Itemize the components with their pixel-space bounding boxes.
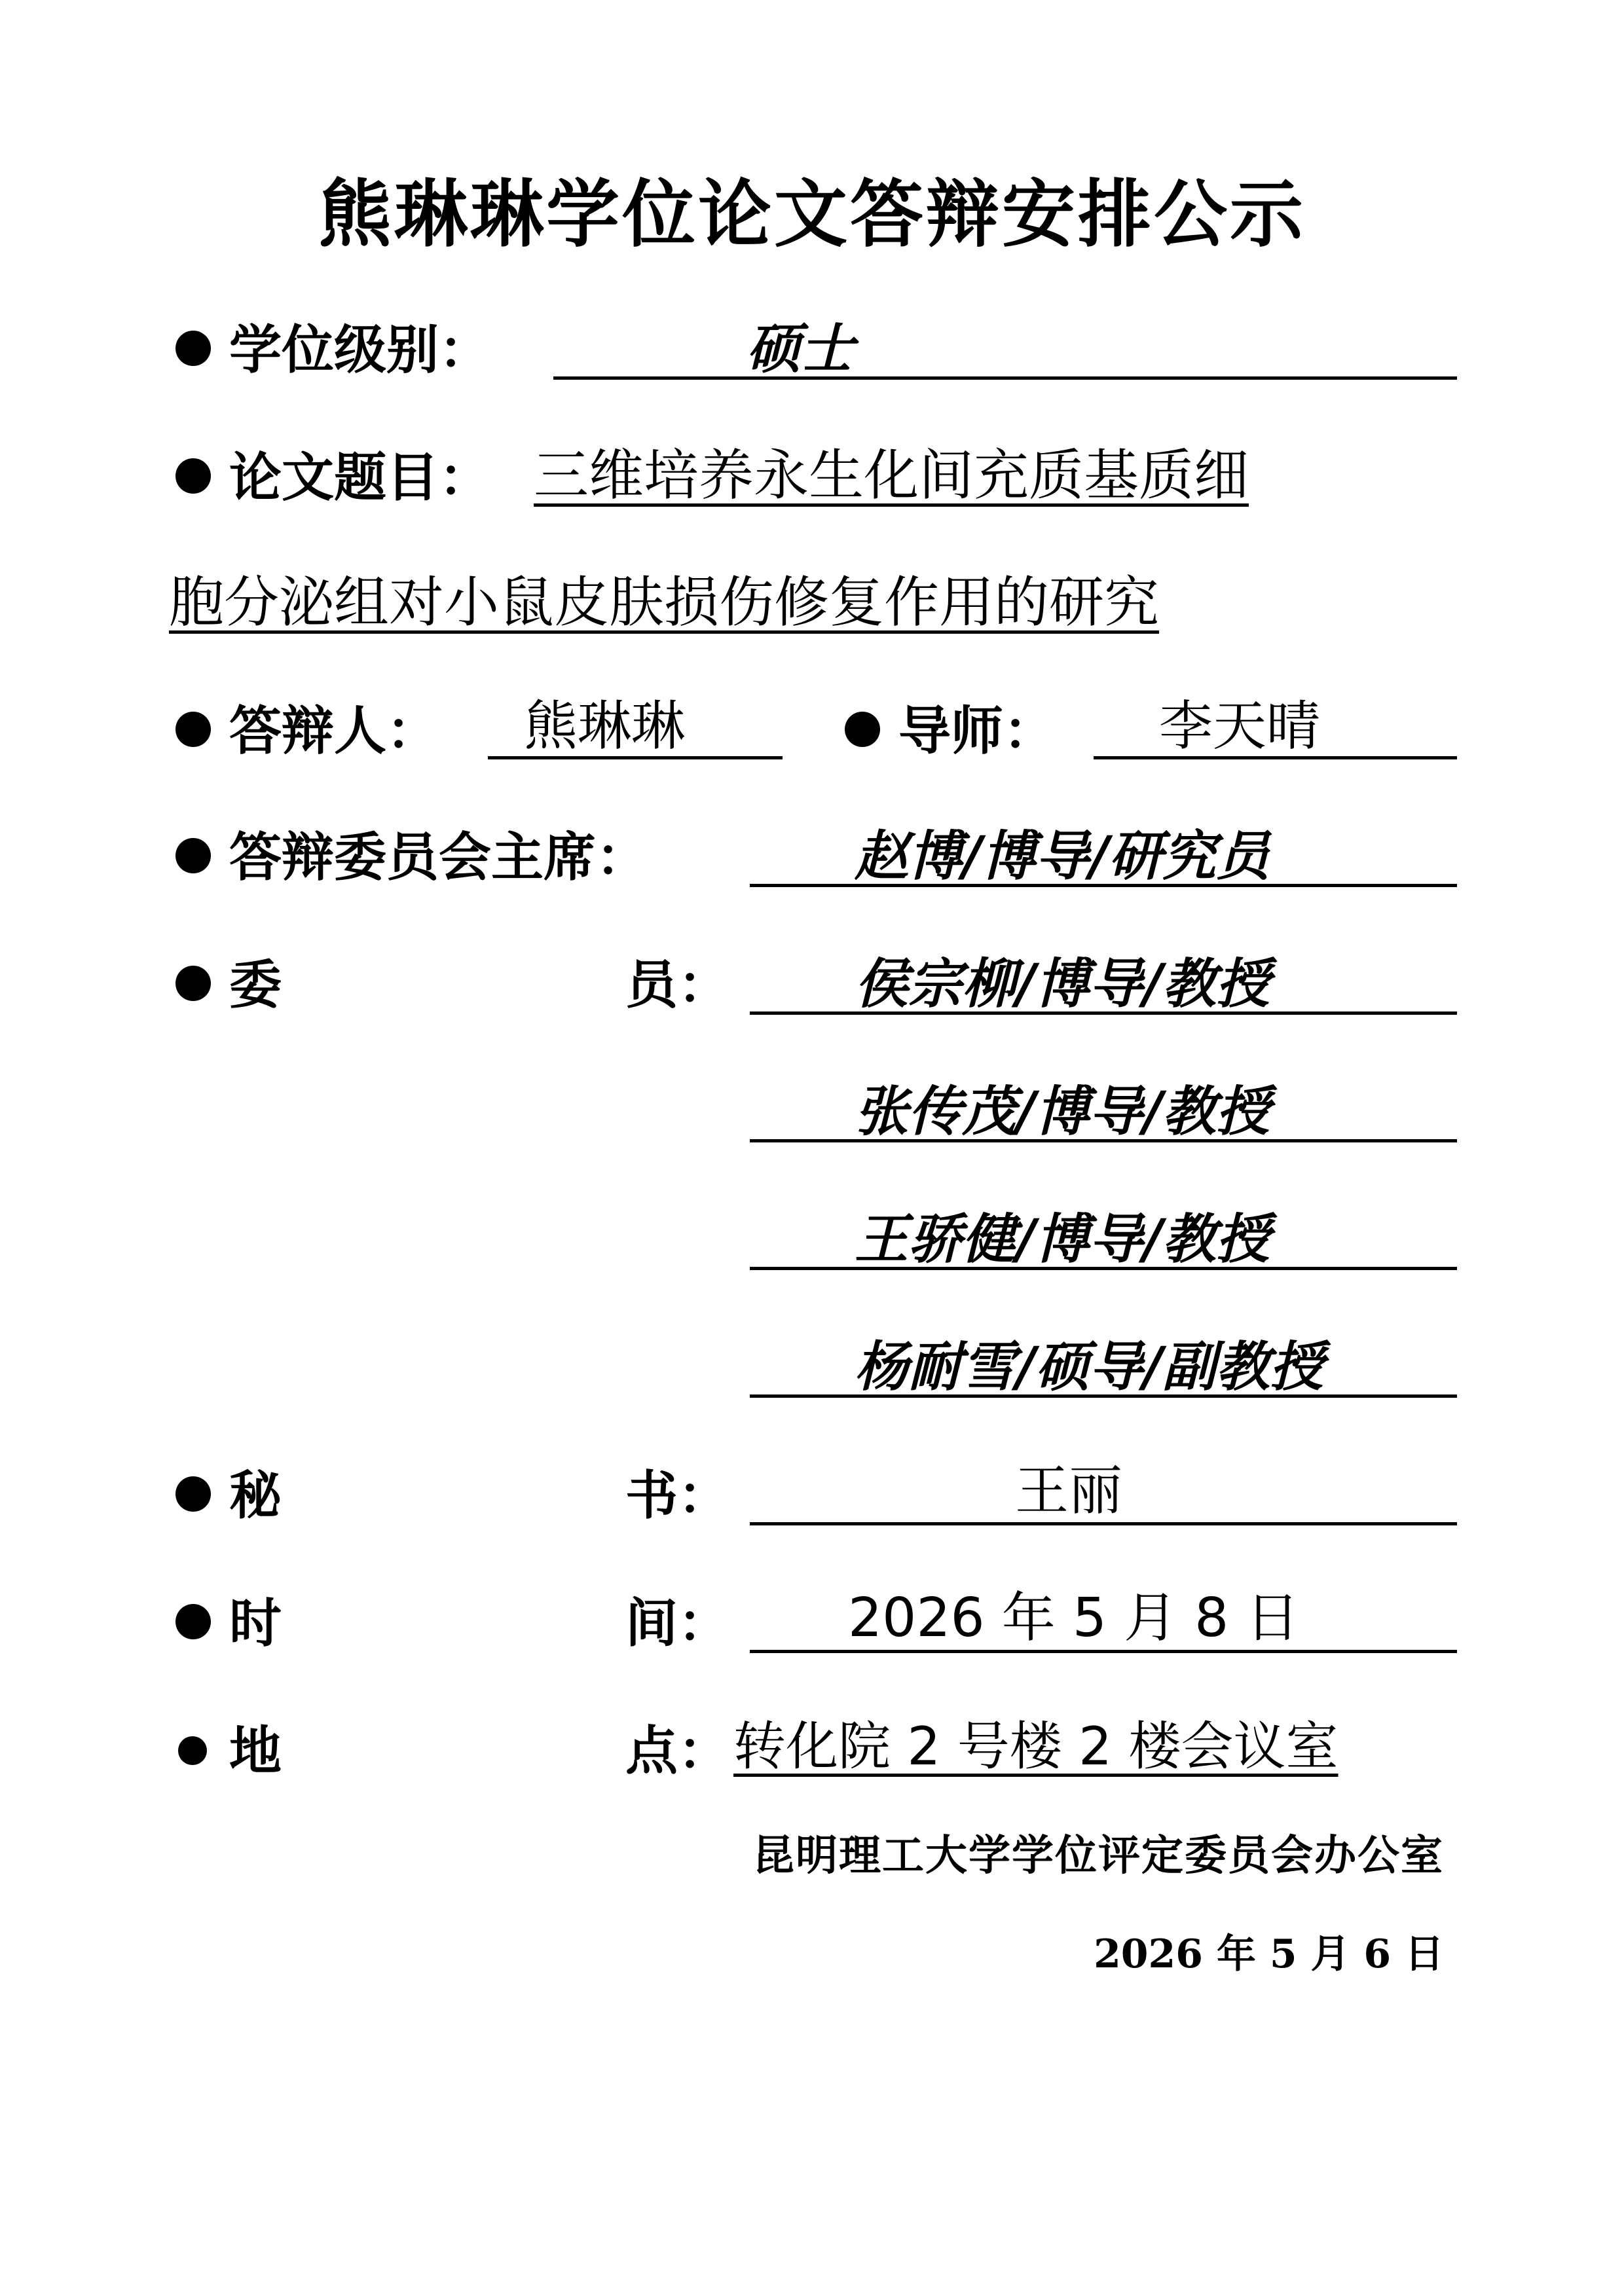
members-label-right: 员： [625, 955, 730, 1015]
time-label-right: 间： [625, 1593, 730, 1654]
secretary-value: 王丽 [1015, 1460, 1123, 1522]
thesis-title-line-2: 胞分泌组对小鼠皮肤损伤修复作用的研究 [169, 570, 1160, 634]
member-underline [750, 1267, 1457, 1270]
page-title: 熊琳琳学位论文答辩安排公示 [318, 172, 1306, 257]
member-item: 王骄健/博导/教授 [855, 1208, 1270, 1271]
chair-label: 答辩委员会主席： [229, 827, 648, 888]
defender-label: 答辩人： [229, 701, 439, 761]
time-label-left: 时 [229, 1593, 282, 1654]
advisor-label: 导师： [898, 701, 1056, 761]
degree-underline [553, 376, 1457, 380]
members-label-left: 委 [229, 955, 282, 1015]
secretary-underline [750, 1522, 1457, 1525]
secretary-label-right: 书： [625, 1465, 730, 1526]
time-value: 2026 年 5 月 8 日 [848, 1587, 1300, 1649]
time-underline [750, 1650, 1457, 1653]
defender-underline [488, 756, 783, 759]
place-label-left: 地 [229, 1721, 282, 1781]
member-underline [750, 1011, 1457, 1015]
bullet-icon [175, 458, 211, 494]
member-item: 侯宗柳/博导/教授 [855, 953, 1270, 1015]
issue-date: 2026 年 5 月 6 日 [1094, 1931, 1444, 1977]
bullet-icon [175, 712, 211, 747]
bullet-icon [845, 712, 880, 747]
member-item: 张传茂/博导/教授 [855, 1080, 1270, 1143]
place-label-right: 点： [625, 1721, 730, 1781]
member-item: 杨耐雪/硕导/副教授 [855, 1336, 1323, 1398]
member-underline [750, 1139, 1457, 1142]
chair-underline [750, 884, 1457, 887]
degree-label: 学位级别： [229, 319, 491, 380]
bullet-icon [175, 331, 211, 366]
issuing-office: 昆明理工大学学位评定委员会办公室 [752, 1831, 1444, 1880]
bullet-icon [178, 1736, 207, 1765]
thesis-title-line-1: 三维培养永生化间充质基质细 [534, 443, 1249, 507]
bullet-icon [175, 1604, 211, 1639]
thesis-label: 论文题目： [229, 447, 491, 508]
secretary-label-left: 秘 [229, 1465, 282, 1526]
bullet-icon [175, 1476, 211, 1512]
member-underline [750, 1394, 1457, 1398]
place-value: 转化院 2 号楼 2 楼会议室 [733, 1716, 1338, 1777]
bullet-icon [175, 966, 211, 1001]
chair-value: 赵博/博导/研究员 [855, 825, 1270, 888]
degree-value: 硕士 [747, 318, 854, 380]
advisor-value: 李天晴 [1159, 695, 1321, 757]
advisor-underline [1094, 756, 1457, 759]
bullet-icon [175, 838, 211, 873]
defender-value: 熊琳琳 [524, 695, 686, 757]
